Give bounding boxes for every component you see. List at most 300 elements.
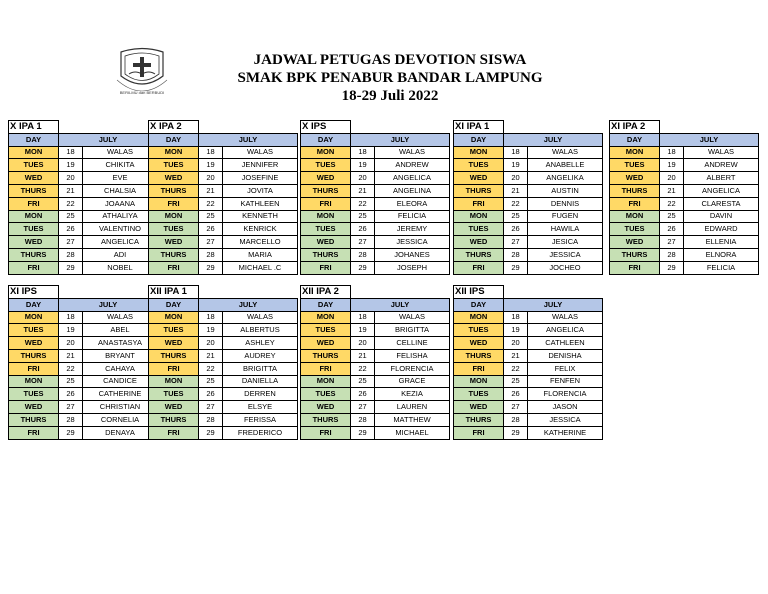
day-cell: TUES [149,223,199,236]
student-cell: DENNIS [528,197,603,210]
table-row [454,184,603,197]
student-cell: ANABELLE [528,159,603,172]
day-cell: TUES [454,388,504,401]
table-row [301,146,450,159]
date-cell: 25 [504,375,528,388]
day-cell: MON [454,210,504,223]
class-name: XI IPA 1 [454,121,504,134]
student-cell: CLARESTA [684,197,759,210]
day-cell: WED [9,172,59,185]
table-row [149,362,298,375]
student-cell: JESSICA [375,236,450,249]
table-row [149,223,298,236]
date-cell: 25 [59,210,83,223]
day-cell: MON [149,146,199,159]
student-cell: WALAS [684,146,759,159]
date-cell: 19 [504,324,528,337]
date-cell: 28 [660,248,684,261]
student-cell: JESSICA [528,413,603,426]
day-cell: WED [301,337,351,350]
day-cell: WED [610,236,660,249]
day-cell: TUES [9,324,59,337]
student-cell: ELLENIA [684,236,759,249]
class-schedule [300,285,449,440]
table-row [301,324,450,337]
schedule-table [300,285,450,440]
student-cell: CHIKITA [83,159,158,172]
class-schedule [453,285,602,440]
date-cell: 22 [59,197,83,210]
date-cell: 20 [504,172,528,185]
day-cell: MON [610,210,660,223]
date-cell: 27 [351,236,375,249]
date-cell: 20 [660,172,684,185]
date-cell: 28 [59,413,83,426]
date-cell: 28 [351,413,375,426]
table-row [454,362,603,375]
table-row [9,197,158,210]
date-cell: 27 [199,236,223,249]
date-cell: 18 [351,311,375,324]
day-cell: MON [610,146,660,159]
student-cell: WALAS [528,311,603,324]
table-row [9,375,158,388]
day-cell: FRI [610,197,660,210]
day-cell: MON [454,311,504,324]
student-cell: JESSICA [528,248,603,261]
date-cell: 19 [351,324,375,337]
date-cell: 20 [199,337,223,350]
day-cell: FRI [9,362,59,375]
student-cell: CATHERINE [83,388,158,401]
day-cell: WED [9,236,59,249]
date-cell: 18 [504,146,528,159]
table-row [301,337,450,350]
date-cell: 29 [59,426,83,439]
table-row [149,210,298,223]
student-cell: ANGELICA [83,236,158,249]
student-cell: JOHANES [375,248,450,261]
month-header: JULY [504,298,603,311]
table-row [454,337,603,350]
day-cell: FRI [301,362,351,375]
day-cell: WED [149,337,199,350]
date-cell: 18 [351,146,375,159]
date-cell: 18 [59,311,83,324]
day-cell: TUES [610,223,660,236]
date-cell: 18 [504,311,528,324]
table-row [149,375,298,388]
table-row [454,349,603,362]
day-cell: FRI [301,261,351,274]
student-cell: ANDREW [375,159,450,172]
date-cell: 20 [199,172,223,185]
student-cell: GRACE [375,375,450,388]
table-row [9,337,158,350]
student-cell: VALENTINO [83,223,158,236]
day-cell: THURS [301,349,351,362]
day-cell: FRI [454,362,504,375]
day-cell: FRI [301,197,351,210]
table-row [301,197,450,210]
date-cell: 21 [504,184,528,197]
student-cell: MATTHEW [375,413,450,426]
date-cell: 27 [59,401,83,414]
date-cell: 27 [504,236,528,249]
day-cell: WED [9,401,59,414]
student-cell: FELICIA [375,210,450,223]
class-name: XII IPS [454,286,504,299]
header-row [610,133,759,146]
date-cell: 28 [199,413,223,426]
student-cell: ATHALIYA [83,210,158,223]
date-cell: 19 [59,324,83,337]
table-row [454,375,603,388]
student-cell: FELICIA [684,261,759,274]
day-cell: TUES [149,159,199,172]
day-header: DAY [454,298,504,311]
date-cell: 20 [59,337,83,350]
table-row [454,401,603,414]
class-schedule [148,285,297,440]
date-cell: 19 [351,159,375,172]
table-row [454,413,603,426]
table-row [301,413,450,426]
date-cell: 19 [59,159,83,172]
student-cell: MICHAEL [375,426,450,439]
student-cell: WALAS [83,311,158,324]
table-row [149,248,298,261]
student-cell: EVE [83,172,158,185]
table-row [301,362,450,375]
student-cell: CATHLEEN [528,337,603,350]
table-row [9,261,158,274]
table-row [149,197,298,210]
date-cell: 29 [59,261,83,274]
day-cell: MON [454,375,504,388]
date-cell: 28 [351,248,375,261]
header-row [454,133,603,146]
day-cell: THURS [149,349,199,362]
date-cell: 28 [199,248,223,261]
class-name: X IPS [301,121,351,134]
student-cell: AUSTIN [528,184,603,197]
header-row [9,298,158,311]
table-row [301,172,450,185]
day-cell: TUES [301,223,351,236]
day-header: DAY [149,133,199,146]
table-row [301,349,450,362]
day-cell: TUES [301,324,351,337]
student-cell: DENAYA [83,426,158,439]
date-cell: 29 [504,261,528,274]
day-cell: THURS [149,248,199,261]
class-name: XII IPA 1 [149,286,199,299]
date-cell: 29 [351,261,375,274]
class-name: XII IPA 2 [301,286,351,299]
day-cell: WED [454,236,504,249]
date-cell: 25 [351,375,375,388]
student-cell: JOAANA [83,197,158,210]
table-row [149,261,298,274]
table-row [9,426,158,439]
class-schedule [609,120,758,275]
student-cell: KATHERINE [528,426,603,439]
table-row [9,311,158,324]
student-cell: FELISHA [375,349,450,362]
day-cell: WED [454,401,504,414]
day-cell: TUES [301,159,351,172]
date-cell: 22 [660,197,684,210]
table-row [9,146,158,159]
student-cell: AUDREY [223,349,298,362]
table-row [9,349,158,362]
day-cell: WED [9,337,59,350]
student-cell: CHALSIA [83,184,158,197]
table-row [9,413,158,426]
date-cell: 19 [199,159,223,172]
day-header: DAY [9,133,59,146]
schedule-table [453,120,603,275]
class-name: X IPA 1 [9,121,59,134]
student-cell: JASON [528,401,603,414]
student-cell: FLORENCIA [528,388,603,401]
date-cell: 29 [199,426,223,439]
table-row [9,223,158,236]
table-row [149,349,298,362]
table-row [610,146,759,159]
table-row [149,401,298,414]
date-cell: 22 [351,362,375,375]
date-cell: 29 [351,426,375,439]
student-cell: DERREN [223,388,298,401]
day-header: DAY [301,298,351,311]
table-row [454,311,603,324]
day-cell: WED [149,401,199,414]
student-cell: FUGEN [528,210,603,223]
student-cell: KENNETH [223,210,298,223]
student-cell: ANDREW [684,159,759,172]
student-cell: JENNIFER [223,159,298,172]
schedule-table [148,120,298,275]
day-cell: MON [301,311,351,324]
table-row [301,223,450,236]
table-row [301,248,450,261]
table-row [149,172,298,185]
day-cell: FRI [454,426,504,439]
table-row [9,236,158,249]
table-row [9,172,158,185]
date-cell: 26 [351,223,375,236]
day-cell: THURS [454,248,504,261]
table-row [454,261,603,274]
day-cell: MON [301,375,351,388]
table-row [9,401,158,414]
student-cell: ANASTASYA [83,337,158,350]
table-row [149,324,298,337]
day-cell: FRI [9,197,59,210]
date-cell: 21 [351,349,375,362]
date-cell: 21 [199,184,223,197]
date-cell: 21 [59,184,83,197]
schedule-table [300,120,450,275]
student-cell: FENFEN [528,375,603,388]
date-cell: 20 [351,172,375,185]
day-cell: MON [9,146,59,159]
table-row [149,337,298,350]
table-row [454,223,603,236]
table-row [9,324,158,337]
student-cell: CHRISTIAN [83,401,158,414]
student-cell: ALBERTUS [223,324,298,337]
day-cell: TUES [9,223,59,236]
date-range: 18-29 Juli 2022 [341,88,439,104]
day-cell: FRI [149,362,199,375]
date-cell: 18 [199,146,223,159]
table-row [149,311,298,324]
date-cell: 22 [504,362,528,375]
header-row [301,133,450,146]
day-cell: WED [454,172,504,185]
date-cell: 27 [351,401,375,414]
student-cell: JEREMY [375,223,450,236]
date-cell: 18 [199,311,223,324]
day-cell: MON [9,210,59,223]
student-cell: LAUREN [375,401,450,414]
student-cell: CELLINE [375,337,450,350]
student-cell: ANGELICA [684,184,759,197]
date-cell: 22 [504,197,528,210]
day-cell: THURS [9,413,59,426]
table-row [149,236,298,249]
day-cell: WED [149,236,199,249]
date-cell: 19 [660,159,684,172]
student-cell: ANGELINA [375,184,450,197]
day-cell: WED [610,172,660,185]
date-cell: 20 [59,172,83,185]
month-header: JULY [351,133,450,146]
date-cell: 29 [504,426,528,439]
day-cell: WED [301,172,351,185]
student-cell: ANGELIKA [528,172,603,185]
day-cell: FRI [9,261,59,274]
day-cell: THURS [9,349,59,362]
date-cell: 27 [59,236,83,249]
table-row [9,210,158,223]
day-cell: THURS [610,248,660,261]
day-header: DAY [610,133,660,146]
day-cell: THURS [9,184,59,197]
table-row [301,210,450,223]
table-row [149,413,298,426]
table-row [610,210,759,223]
date-cell: 26 [59,388,83,401]
student-cell: ELEORA [375,197,450,210]
month-header: JULY [199,133,298,146]
table-row [454,146,603,159]
student-cell: JOCHEO [528,261,603,274]
table-row [9,388,158,401]
student-cell: MICHAEL .C [223,261,298,274]
student-cell: ANGELICA [528,324,603,337]
student-cell: KENRICK [223,223,298,236]
student-cell: HAWILA [528,223,603,236]
day-cell: THURS [9,248,59,261]
month-header: JULY [59,133,158,146]
table-row [454,324,603,337]
student-cell: BRIGITTA [375,324,450,337]
student-cell: KATHLEEN [223,197,298,210]
student-cell: ABEL [83,324,158,337]
date-cell: 27 [199,401,223,414]
table-row [149,159,298,172]
student-cell: EDWARD [684,223,759,236]
day-cell: THURS [454,184,504,197]
day-cell: TUES [9,159,59,172]
table-row [454,197,603,210]
day-cell: THURS [301,248,351,261]
schedule-table [148,285,298,440]
student-cell: DAVIN [684,210,759,223]
day-cell: TUES [9,388,59,401]
student-cell: DENISHA [528,349,603,362]
day-cell: TUES [610,159,660,172]
date-cell: 21 [504,349,528,362]
schedule-table [8,285,158,440]
class-name: XI IPA 2 [610,121,660,134]
table-row [454,248,603,261]
header-row [301,298,450,311]
day-cell: THURS [454,349,504,362]
date-cell: 26 [199,388,223,401]
header-row [149,298,298,311]
table-row [301,184,450,197]
table-row [454,210,603,223]
table-row [610,197,759,210]
student-cell: FELIX [528,362,603,375]
date-cell: 25 [199,375,223,388]
date-cell: 26 [504,223,528,236]
day-cell: MON [149,375,199,388]
date-cell: 26 [660,223,684,236]
day-cell: FRI [149,197,199,210]
day-cell: MON [301,210,351,223]
table-row [301,159,450,172]
student-cell: ALBERT [684,172,759,185]
student-cell: ELSYE [223,401,298,414]
day-header: DAY [9,298,59,311]
table-row [149,184,298,197]
school-name: SMAK BPK PENABUR BANDAR LAMPUNG [237,70,543,86]
date-cell: 25 [351,210,375,223]
date-cell: 18 [660,146,684,159]
date-cell: 22 [351,197,375,210]
day-cell: TUES [454,223,504,236]
day-cell: THURS [149,413,199,426]
student-cell: MARIA [223,248,298,261]
date-cell: 21 [351,184,375,197]
date-cell: 20 [504,337,528,350]
student-cell: WALAS [528,146,603,159]
day-cell: MON [454,146,504,159]
day-cell: TUES [301,388,351,401]
date-cell: 22 [199,197,223,210]
table-row [301,236,450,249]
schedule-table [609,120,759,275]
table-row [610,172,759,185]
class-schedule [8,120,157,275]
student-cell: DANIELLA [223,375,298,388]
